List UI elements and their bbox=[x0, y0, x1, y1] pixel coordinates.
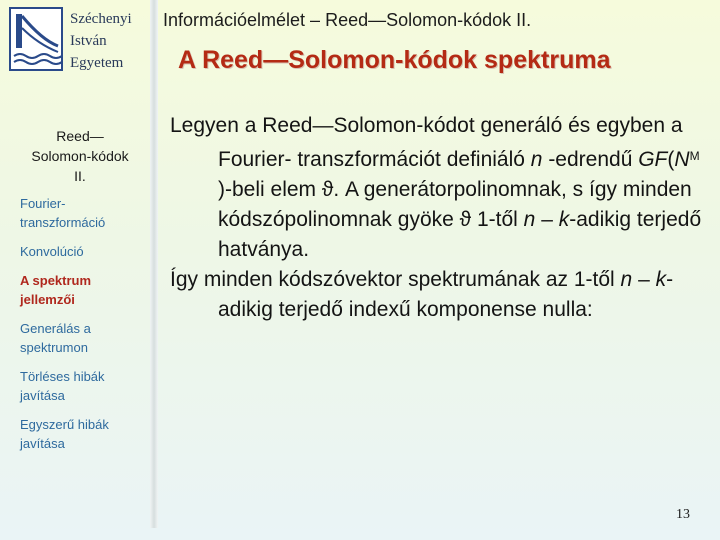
text-run: -adikig terjedő hatványa. bbox=[218, 208, 702, 261]
nav-item-egyszeru-hibak[interactable] bbox=[20, 415, 148, 453]
math-n: n bbox=[523, 208, 536, 231]
nav-item-label: Generálás a bbox=[20, 321, 91, 336]
math-superscript-M: M bbox=[689, 149, 700, 163]
nav-item-label: javítása bbox=[20, 436, 65, 451]
university-logo-icon bbox=[8, 6, 64, 72]
sidebar-divider bbox=[150, 0, 158, 528]
nav-item-torleses-hibak[interactable] bbox=[20, 367, 148, 405]
nav-current-line2: Solomon-kódok bbox=[31, 148, 129, 164]
math-n: n bbox=[620, 268, 633, 291]
math-k: k bbox=[558, 208, 570, 231]
nav-item-spektrum-jellemzoi[interactable] bbox=[20, 271, 148, 309]
text-run: Így minden kódszóvektor spektrumának az 1-től bbox=[170, 268, 621, 291]
slide-title: A Reed—Solomon-kódok spektruma bbox=[178, 46, 611, 74]
math-n: n bbox=[530, 148, 543, 171]
university-name-line2: István bbox=[70, 33, 107, 49]
text-run: – bbox=[632, 268, 656, 291]
university-name-line1: Széchenyi bbox=[70, 11, 132, 27]
page-number: 13 bbox=[676, 507, 690, 522]
text-run: 1-től bbox=[471, 208, 524, 231]
nav-item-fourier[interactable] bbox=[20, 194, 148, 232]
slide-body bbox=[170, 111, 710, 325]
university-name-line3: Egyetem bbox=[70, 55, 124, 71]
math-gf: GF bbox=[638, 148, 668, 171]
nav-item-label: Konvolúció bbox=[20, 244, 84, 259]
body-paragraph-1 bbox=[170, 111, 710, 265]
text-run: – bbox=[535, 208, 559, 231]
body-paragraph-2 bbox=[170, 265, 710, 325]
nav-item-label: Törléses hibák bbox=[20, 369, 105, 384]
nav-current-line3: II. bbox=[74, 168, 86, 184]
header-title: Információelmélet – Reed—Solomon-kódok II. bbox=[163, 10, 532, 30]
math-N: N bbox=[674, 148, 690, 171]
text-run: )-beli elem bbox=[218, 178, 322, 201]
nav-item-label: A spektrum bbox=[20, 273, 92, 288]
math-theta: ϑ bbox=[459, 208, 472, 231]
sidebar bbox=[0, 0, 150, 540]
math-k: k bbox=[655, 268, 667, 291]
text-run: -edrendű bbox=[542, 148, 639, 171]
nav-item-konvolucio[interactable] bbox=[20, 242, 148, 261]
nav-item-label: javítása bbox=[20, 388, 65, 403]
nav-item-label: Fourier- bbox=[20, 196, 66, 211]
nav-current-line1: Reed— bbox=[56, 128, 104, 144]
nav-item-label: transzformáció bbox=[20, 215, 106, 230]
nav-item-generalas[interactable] bbox=[20, 319, 148, 357]
nav-item-label: jellemzői bbox=[20, 292, 75, 307]
text-run: -adikig terjedő indexű komponense nulla: bbox=[218, 268, 674, 321]
text-run: . A generátorpolinomnak, s így minden kódszópolinomnak gyöke bbox=[218, 178, 692, 231]
nav-item-label: Egyszerű hibák bbox=[20, 417, 109, 432]
text-run: Legyen a Reed—Solomon-kódot generáló és egyben a Fourier- transzformációt definiáló bbox=[170, 114, 683, 171]
math-theta: ϑ bbox=[321, 178, 334, 201]
text-run: ( bbox=[667, 148, 675, 171]
nav-item-label: spektrumon bbox=[20, 340, 88, 355]
university-name bbox=[70, 8, 132, 74]
nav-current-section bbox=[10, 126, 150, 186]
